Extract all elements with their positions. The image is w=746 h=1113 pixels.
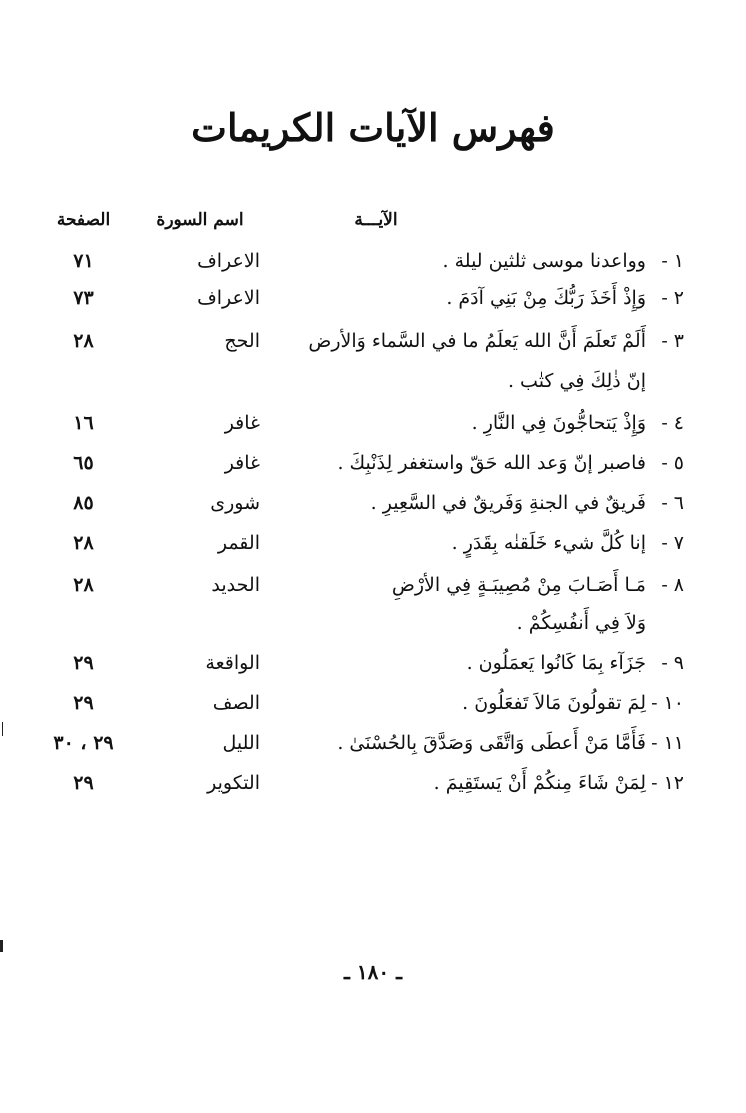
table-row <box>0 772 746 812</box>
page-number: ٦٥ <box>73 452 94 474</box>
page-number: ١٦ <box>73 412 94 434</box>
table-row <box>0 330 746 370</box>
page-number: ٨٥ <box>73 492 94 514</box>
verse-number: ٥ - <box>661 452 684 474</box>
surah-name: القمر <box>217 532 260 554</box>
verse-number: ١١ - <box>651 732 684 754</box>
table-row <box>0 692 746 732</box>
verse-number: ٤ - <box>661 412 684 434</box>
verse-number: ٦ - <box>661 492 684 514</box>
table-row <box>0 287 746 327</box>
page-footer-number: ـ ١٨٠ ـ <box>344 960 402 984</box>
verse-text: لِمَ تقولُونَ مَالاَ تَفعَلُونَ . <box>462 692 646 714</box>
table-row <box>0 250 746 290</box>
verse-number: ٧ - <box>661 532 684 554</box>
page-number: ٧٣ <box>73 287 94 309</box>
surah-name: الاعراف <box>197 287 260 309</box>
verse-continuation: وَلاَ فِي أَنفُسِكُمْ . <box>516 612 646 634</box>
page-number: ٢٩ <box>73 692 94 714</box>
verse-number: ١٠ - <box>651 692 684 714</box>
surah-name: الاعراف <box>197 250 260 272</box>
page-number: ٢٩ <box>73 652 94 674</box>
table-row <box>0 492 746 532</box>
verse-continuation: إنّ ذٰلِكَ فِي كتٰب . <box>507 370 646 392</box>
surah-name: غافر <box>224 452 260 474</box>
verse-text: فاصبر إنّ وَعد الله حَقّ واستغفر لِذَنْبِكَ . <box>337 452 646 474</box>
verse-text: أَلَمْ تَعلَمَ أَنَّ الله يَعلَمُ ما في السَّماء وَالأرض <box>308 330 646 352</box>
page-number: ٢٩ ، ٣٠ <box>53 732 114 754</box>
verse-number: ٩ - <box>661 652 684 674</box>
table-row <box>0 532 746 572</box>
surah-name: شورى <box>210 492 260 514</box>
surah-name: غافر <box>224 412 260 434</box>
page-number: ٧١ <box>73 250 94 272</box>
surah-name: الصف <box>212 692 260 714</box>
surah-name: الحديد <box>211 574 260 596</box>
scan-mark <box>0 940 3 952</box>
surah-name: الليل <box>222 732 260 754</box>
page-number: ٢٨ <box>73 330 94 352</box>
surah-name: الواقعة <box>205 652 260 674</box>
surah-name: التكوير <box>207 772 260 794</box>
page-number: ٢٨ <box>73 532 94 554</box>
verse-number: ٣ - <box>661 330 684 352</box>
page-title: فهرس الآيات الكريمات <box>191 105 555 150</box>
verse-text: وَإِذْ يَتحاجُّونَ فِي النَّارِ . <box>471 412 646 434</box>
page-number: ٢٩ <box>73 772 94 794</box>
verse-text: فَأَمَّا مَنْ أَعطَى وَاتَّقَى وَصَدَّقَ بِالحُسْنَىٰ . <box>337 732 646 754</box>
table-row <box>0 574 746 614</box>
table-row <box>0 652 746 692</box>
verse-number: ١ - <box>661 250 684 272</box>
verse-text: لِمَنْ شَاءَ مِنكُمْ أَنْ يَستَقِيمَ . <box>433 772 646 794</box>
verse-text: إنا كُلَّ شيء خَلَقنٰه بِقَدَرٍ . <box>451 532 646 554</box>
table-row <box>0 412 746 452</box>
table-row <box>0 732 746 772</box>
header-surah-name: اسم السورة <box>156 210 244 230</box>
header-ayah: الآيـــة <box>354 210 398 230</box>
surah-name: الحج <box>224 330 260 352</box>
verse-text: فَريقٌ في الجنةِ وَفَريقٌ في السَّعِيرِ . <box>370 492 646 514</box>
verse-number: ٢ - <box>661 287 684 309</box>
table-row <box>0 452 746 492</box>
verse-number: ١٢ - <box>651 772 684 794</box>
page-number: ٢٨ <box>73 574 94 596</box>
verse-text: وَإِذْ أَخَذَ رَبُّكَ مِنْ بَنِي آدَمَ . <box>446 287 646 309</box>
scan-mark <box>2 722 3 736</box>
verse-number: ٨ - <box>661 574 684 596</box>
verse-text: مَـا أَصَـابَ مِنْ مُصِيبَـةٍ فِي الأرْضِ <box>391 574 646 596</box>
verse-text: وواعدنا موسى ثلثين ليلة . <box>442 250 646 272</box>
verse-text: جَزَآء بِمَا كَانُوا يَعمَلُون . <box>466 652 646 674</box>
header-page: الصفحة <box>56 210 111 230</box>
